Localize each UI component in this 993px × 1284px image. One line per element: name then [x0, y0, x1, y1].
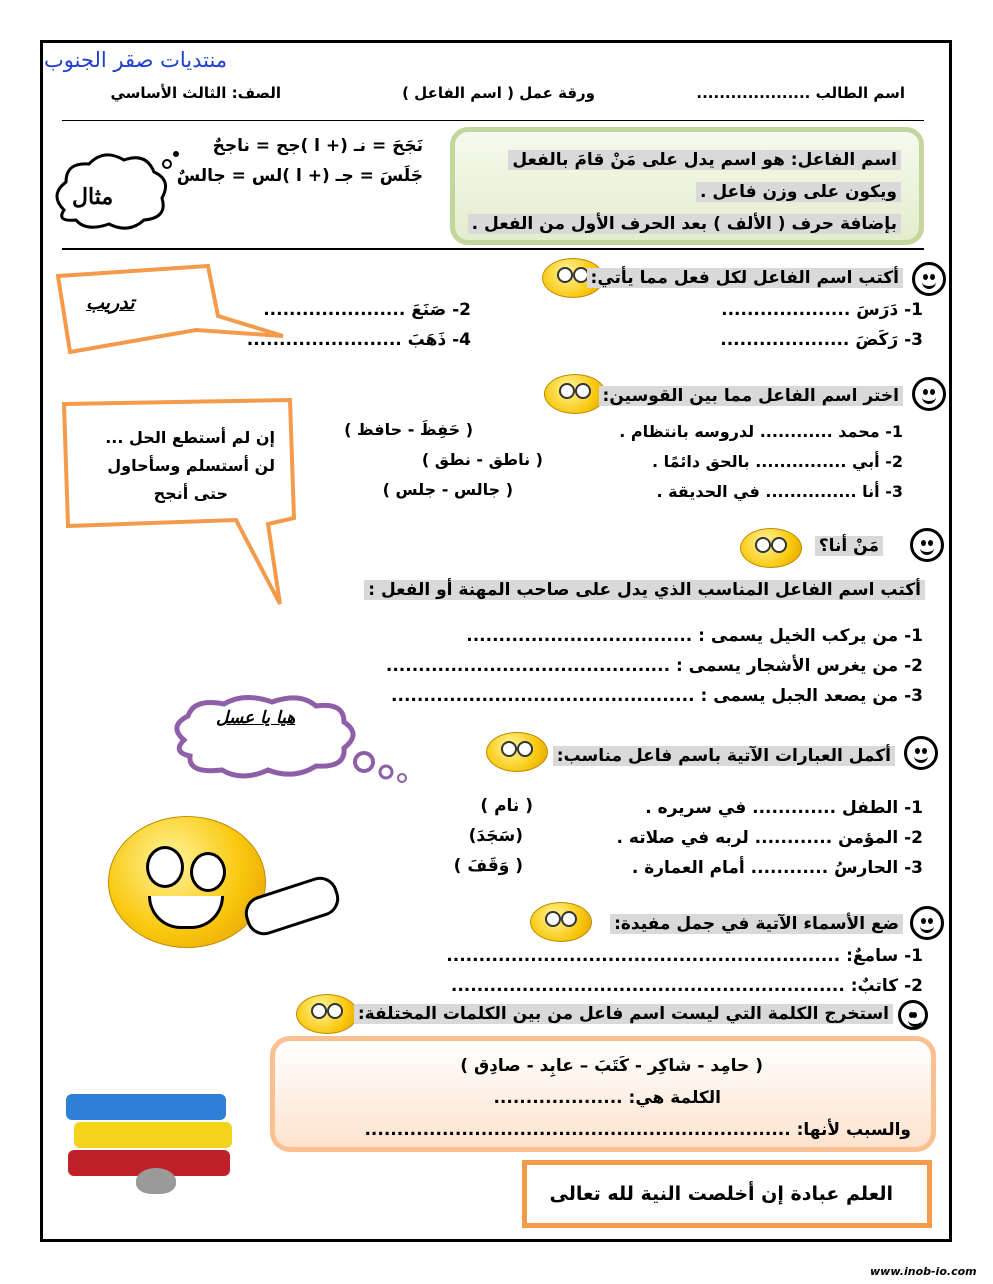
- q3-face-icon: [740, 528, 802, 568]
- q4-item-2[interactable]: 2- المؤمن ............ لربه في صلاته .: [616, 828, 923, 848]
- definition-line-1: اسم الفاعل: هو اسم يدل على مَنْ قامَ بالفعل: [508, 150, 901, 170]
- q3-item-1[interactable]: 1- من يركب الخيل يسمى : ...................................: [466, 626, 923, 646]
- q6-smiley-icon: [898, 1000, 928, 1030]
- q4-smiley-icon: [904, 736, 938, 770]
- q6-word-field[interactable]: الكلمة هي: ....................: [493, 1088, 721, 1108]
- q4-face-icon: [486, 732, 548, 772]
- q2-item-1[interactable]: 1- محمد ............ لدروسه بانتظام .: [619, 422, 903, 441]
- example-line-2: جَلَسَ = جـ (+ ا )لس = جالسٌ: [176, 166, 423, 186]
- q6-word-list: ( حامِد - شاكِر - كَتَبَ – عابِد - صادِق ): [460, 1056, 763, 1076]
- example-cloud: [44, 140, 184, 240]
- pointing-emoji-eye-left: [146, 846, 184, 888]
- grade-label: الصف: الثالث الأساسي: [110, 84, 281, 102]
- section-divider: [62, 248, 924, 250]
- q3-instruction: أكتب اسم الفاعل المناسب الذي يدل على صاحب المهنة أو الفعل :: [364, 580, 925, 600]
- site-watermark: منتديات صقر الجنوب: [44, 48, 228, 72]
- q2-title: اختر اسم الفاعل مما بين القوسين:: [599, 386, 903, 406]
- example-label: مثال: [72, 184, 114, 210]
- q4-choice-1: ( نام ): [480, 796, 533, 816]
- encourage-line-1: إن لم أستطع الحل ...: [105, 428, 275, 447]
- q1-title: أكتب اسم الفاعل لكل فعل مما يأتي:: [587, 268, 903, 288]
- q1-smiley-icon: [912, 262, 946, 296]
- q6-reason-field[interactable]: والسبب لأنها: ..................................................................: [364, 1120, 911, 1140]
- header-divider: [62, 120, 924, 121]
- q4-title: أكمل العبارات الآتية باسم فاعل مناسب:: [553, 746, 895, 766]
- q5-item-2[interactable]: 2- كاتبٌ: .............................................................: [450, 976, 923, 996]
- q3-item-2[interactable]: 2- من يغرس الأشجار يسمى : ............................................: [385, 656, 923, 676]
- worksheet-title: ورقة عمل ( اسم الفاعل ): [402, 84, 595, 102]
- books-stack-icon: [66, 1090, 236, 1200]
- q5-item-1[interactable]: 1- سامعٌ: .............................................................: [446, 946, 923, 966]
- training-callout: [48, 256, 288, 366]
- purple-cloud: [164, 690, 424, 790]
- example-line-1: نَجَحَ = نـ (+ ا )جح = ناجحٌ: [212, 136, 423, 156]
- q2-choice-3: ( جالس - جلس ): [382, 480, 513, 499]
- quote-text: العلم عبادة إن أخلصت النية لله تعالى: [549, 1183, 893, 1205]
- q4-item-1[interactable]: 1- الطفل ............. في سريره .: [645, 798, 923, 818]
- q2-smiley-icon: [912, 377, 946, 411]
- q4-item-3[interactable]: 3- الحارسُ ............ أمام العمارة .: [631, 858, 923, 878]
- q1-item-3[interactable]: 3- رَكَضَ ....................: [720, 330, 923, 350]
- q3-smiley-icon: [910, 528, 944, 562]
- footer-url[interactable]: www.inob-io.com: [870, 1265, 977, 1278]
- q3-title: مَنْ أنا؟: [815, 536, 883, 556]
- encourage-line-2: لن أستسلم وسأحاول: [107, 456, 275, 475]
- q5-face-icon: [530, 902, 592, 942]
- student-name-field[interactable]: اسم الطالب ....................: [696, 84, 905, 102]
- q6-face-icon: [296, 994, 358, 1034]
- q2-item-3[interactable]: 3- أنا ............... في الحديقة .: [656, 482, 903, 501]
- q1-item-2[interactable]: 2- صَنَعَ ......................: [263, 300, 471, 320]
- q2-item-2[interactable]: 2- أبي ............... بالحق دائمًا .: [652, 452, 903, 471]
- cloud-label: هيا يا عسل: [216, 708, 296, 728]
- definition-line-3: بإضافة حرف ( الألف ) بعد الحرف الأول من الفعل .: [468, 214, 901, 234]
- q2-choice-1: ( حَفِظَ - حافظ ): [344, 420, 473, 439]
- q4-choice-3: ( وَقَفَ ): [453, 856, 523, 876]
- pointing-emoji-eye-right: [190, 852, 226, 892]
- encourage-line-3: حتى أنجح: [153, 484, 228, 503]
- training-label: تدريب: [86, 292, 135, 314]
- q5-title: ضع الأسماء الآتية في جمل مفيدة:: [610, 914, 903, 934]
- q2-face-icon: [544, 374, 606, 414]
- q2-choice-2: ( ناطق - نطق ): [421, 450, 543, 469]
- q1-item-1[interactable]: 1- دَرَسَ ....................: [721, 300, 923, 320]
- q1-item-4[interactable]: 4- ذَهَبَ ........................: [246, 330, 471, 350]
- definition-line-2: ويكون على وزن فاعل .: [696, 182, 901, 202]
- q5-smiley-icon: [910, 906, 944, 940]
- q6-title: استخرج الكلمة التي ليست اسم فاعل من بين الكلمات المختلفة:: [354, 1004, 893, 1024]
- q3-item-3[interactable]: 3- من يصعد الجبل يسمى : ...............................................: [391, 686, 923, 706]
- q4-choice-2: (سَجَدَ): [468, 826, 523, 846]
